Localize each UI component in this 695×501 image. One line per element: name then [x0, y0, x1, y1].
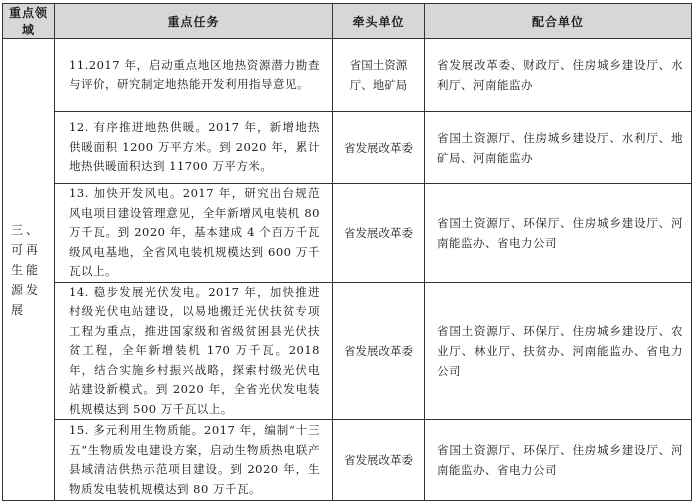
task-cell: 15. 多元利用生物质能。2017 年，编制“十三五”生物质发电建设方案，启动生物质热电联产县域清洁供热示范项目建设。到 2020 年，生物质发电装机规模达到 80 万千瓦。 — [55, 420, 333, 501]
task-cell: 12. 有序推进地热供暖。2017 年，新增地热供暖面积 1200 万平方米。到 2020 年，累计地热供暖面积达到 11700 万平方米。 — [55, 112, 333, 184]
task-cell: 13. 加快开发风电。2017 年，研究出台规范风电项目建设管理意见，全年新增风电装机 80 万千瓦。到 2020 年，基本建成 4 个百万千瓦级风电基地，全省风电装机规模达到 600 万千瓦以上。 — [55, 184, 333, 283]
task-cell: 11.2017 年，启动重点地区地热资源潜力勘查与评价，研究制定地热能开发利用指导意见。 — [55, 39, 333, 112]
table-body — [3, 39, 692, 501]
header-area: 重点领域 — [3, 4, 55, 39]
table-row — [3, 420, 692, 501]
table-row — [3, 112, 692, 184]
coop-cell: 省国土资源厅、环保厅、住房城乡建设厅、河南能监办、省电力公司 — [425, 184, 692, 283]
coop-cell: 省国土资源厅、环保厅、住房城乡建设厅、农业厅、林业厅、扶贫办、河南能监办、省电力公司 — [425, 282, 692, 420]
coop-cell: 省国土资源厅、环保厅、住房城乡建设厅、河南能监办、省电力公司 — [425, 420, 692, 501]
lead-cell: 省发展改革委 — [333, 112, 425, 184]
table-row — [3, 282, 692, 420]
lead-cell: 省发展改革委 — [333, 282, 425, 420]
table-header — [3, 4, 692, 39]
coop-cell: 省国土资源厅、住房城乡建设厅、水利厅、地矿局、河南能监办 — [425, 112, 692, 184]
lead-cell: 省发展改革委 — [333, 420, 425, 501]
header-task: 重点任务 — [55, 4, 333, 39]
header-row — [3, 4, 692, 39]
lead-cell: 省国土资源厅、地矿局 — [333, 39, 425, 112]
task-cell: 14. 稳步发展光伏发电。2017 年，加快推进村级光伏电站建设，以易地搬迁光伏扶贫专项工程为重点，推进国家级和省级贫困县光伏扶贫工程，全年新增装机 170 万千瓦。2018 年，结合实施乡村振兴战略，探索村级光伏电站建设新模式。到 2020 年，全省光伏发电装机规模达到 500 万千瓦以上。 — [55, 282, 333, 420]
task-table — [2, 3, 692, 501]
table-row — [3, 39, 692, 112]
coop-cell: 省发展改革委、财政厅、住房城乡建设厅、水利厅、河南能监办 — [425, 39, 692, 112]
lead-cell: 省发展改革委 — [333, 184, 425, 283]
header-coop: 配合单位 — [425, 4, 692, 39]
area-cell: 三、可再生能源发展 — [3, 39, 55, 501]
table-row — [3, 184, 692, 283]
header-lead: 牵头单位 — [333, 4, 425, 39]
